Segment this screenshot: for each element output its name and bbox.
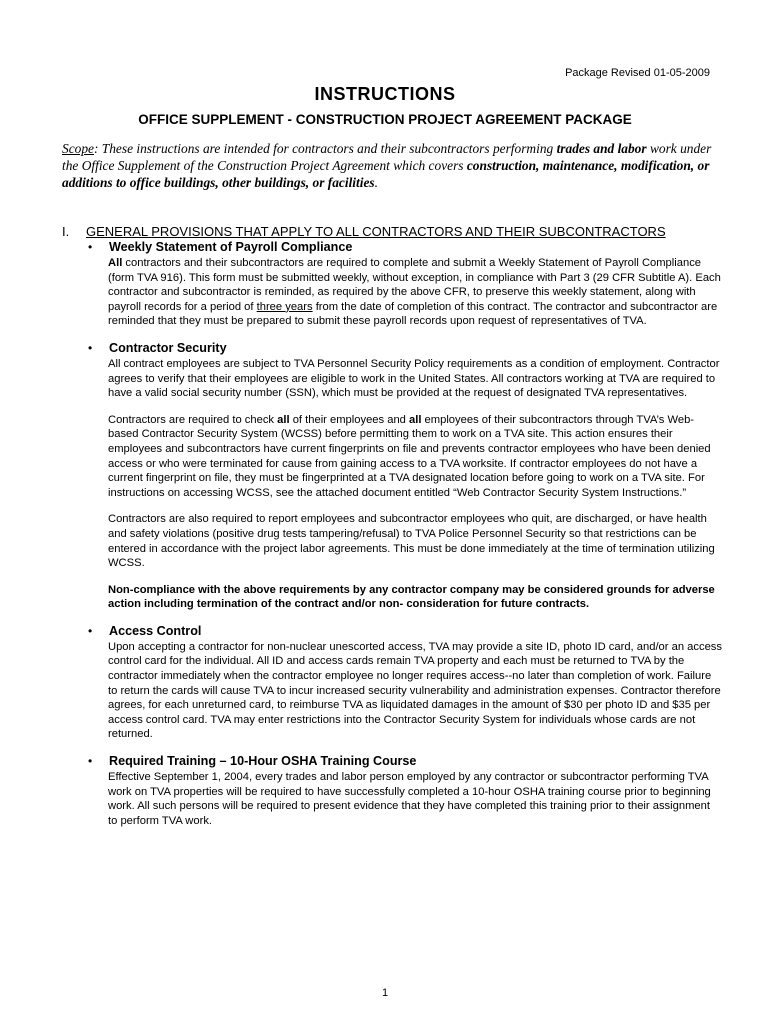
scope-paragraph — [62, 140, 722, 191]
item-title-payroll: Weekly Statement of Payroll Compliance — [109, 240, 353, 254]
security-p2-bold-1: all — [277, 413, 290, 426]
item-payroll — [62, 240, 722, 329]
scope-text-3: . — [374, 175, 378, 190]
scope-bold-1: trades and labor — [556, 141, 647, 156]
security-paragraph-2 — [108, 413, 722, 501]
item-security — [62, 341, 722, 612]
security-p2-text-1: Contractors are required to check — [108, 413, 278, 426]
payroll-text-2: from the date of completion of this contract. The contractor and subcontractor are reminded that they must be prepared to submit these payroll records upon request of representatives of TVA. — [108, 300, 718, 328]
scope-text-1: : These instructions are intended for contractors and their subcontractors performing — [93, 141, 557, 156]
bullet-icon: • — [88, 340, 93, 355]
page-number: 1 — [381, 987, 389, 999]
item-title-access: Access Control — [109, 623, 202, 638]
item-title-training: Required Training – 10-Hour OSHA Training Course — [109, 754, 417, 769]
scope-label: Scope — [62, 141, 94, 156]
section-heading — [62, 224, 732, 239]
item-access — [62, 624, 722, 742]
security-p2-text-2: of their employees and — [289, 413, 409, 426]
payroll-bold-all: All — [108, 257, 123, 269]
section-title: GENERAL PROVISIONS THAT APPLY TO ALL CONTRACTORS AND THEIR SUBCONTRACTORS — [86, 224, 666, 239]
training-paragraph: Effective September 1, 2004, every trades and labor person employed by any contractor or subcontractor performing TVA work on TVA properties will be required to have successfully completed a 10-hour OSHA training course prior to beginning work. All such persons will be required to present evidence that they have completed this training prior to their assignment to perform TVA work. — [108, 771, 711, 827]
revision-date: Package Revised 01-05-2009 — [565, 67, 710, 79]
payroll-text-1: contractors and their subcontractors are required to complete and submit a Weekly Statement of Payroll Compliance (form TVA 916). This form must be submitted weekly, without exception, in compliance with Part 3 (29 CFR Subtitle A). Each contractor and subcontractor is reminded, as required by the above CFR, to preserve this weekly statement, along with payroll records for a period of — [108, 257, 721, 313]
section-body — [62, 240, 722, 840]
security-paragraph-1: All contract employees are subject to TVA Personnel Security Policy requirements as a condition of employment. Contractor agrees to verify that their employees are eligible to work in the United States. All contractors working at TVA are required to have a valid social security number (SSN), which must be provided at the request of designated TVA representatives. — [108, 357, 720, 400]
item-title-security: Contractor Security — [109, 340, 227, 355]
access-paragraph: Upon accepting a contractor for non-nuclear unescorted access, TVA may provide a site ID, photo ID card, and/or an access control card for the individual. All ID and access cards remain TVA property and each must be returned to TVA by the contractor immediately when the contractor employee no longer requires access--no later than completion of work. Failure to return the cards will cause TVA to incur increased security vulnerability and administration expenses. Contractor therefore agrees, for each unreturned card, to reimburse TVA as liquidated damages in the amount of $30 per photo ID and $35 per access control card. TVA may enter restrictions into the Contractor Security System for individuals whose cards are not returned. — [108, 640, 722, 741]
page-title: INSTRUCTIONS — [314, 84, 456, 104]
payroll-paragraph — [108, 256, 722, 329]
page-subtitle: OFFICE SUPPLEMENT - CONSTRUCTION PROJECT AGREEMENT PACKAGE — [138, 112, 632, 127]
security-p2-text-3: employees of their subcontractors through TVA’s Web-based Contractor Security System (WCSS) before permitting them to work on a TVA site. This action ensures their employees and subcontractors have current fingerprints on file and prevents contractor employees who have been denied access or who were terminated for cause from gaining access to a TVA worksite. If contractor employees do not have a current fingerprint on file, they must be fingerprinted at a TVA designated location before going to work on a TVA site. For instructions on accessing WCSS, see the attached document entitled “Web Contractor Security System Instructions.” — [108, 413, 711, 499]
security-paragraph-3: Contractors are also required to report employees and subcontractor employees who quit, are discharged, or have health and safety violations (positive drug tests tampering/refusal) to TVA Police Personnel Security so that restrictions can be entered in accordance with the project labor agreements. This must be done immediately at the time of termination utilizing WCSS. — [108, 513, 715, 570]
bullet-icon: • — [88, 754, 93, 769]
scope-bold-2: construction, maintenance, modification, or additions to office buildings, other buildings, or facilities — [62, 158, 710, 190]
security-noncompliance-warning: Non-compliance with the above requirements by any contractor company may be considered grounds for adverse action including termination of the contract and/or non- consideration for future contracts. — [108, 583, 715, 611]
item-training — [62, 754, 722, 828]
bullet-icon: • — [88, 623, 93, 638]
section-number: I. — [62, 224, 70, 239]
security-p2-bold-2: all — [409, 413, 422, 426]
scope-text-2: work under the Office Supplement of the Construction Project Agreement which covers — [62, 141, 712, 173]
payroll-underline-three-years: three years — [256, 300, 313, 313]
bullet-icon: • — [88, 240, 93, 254]
